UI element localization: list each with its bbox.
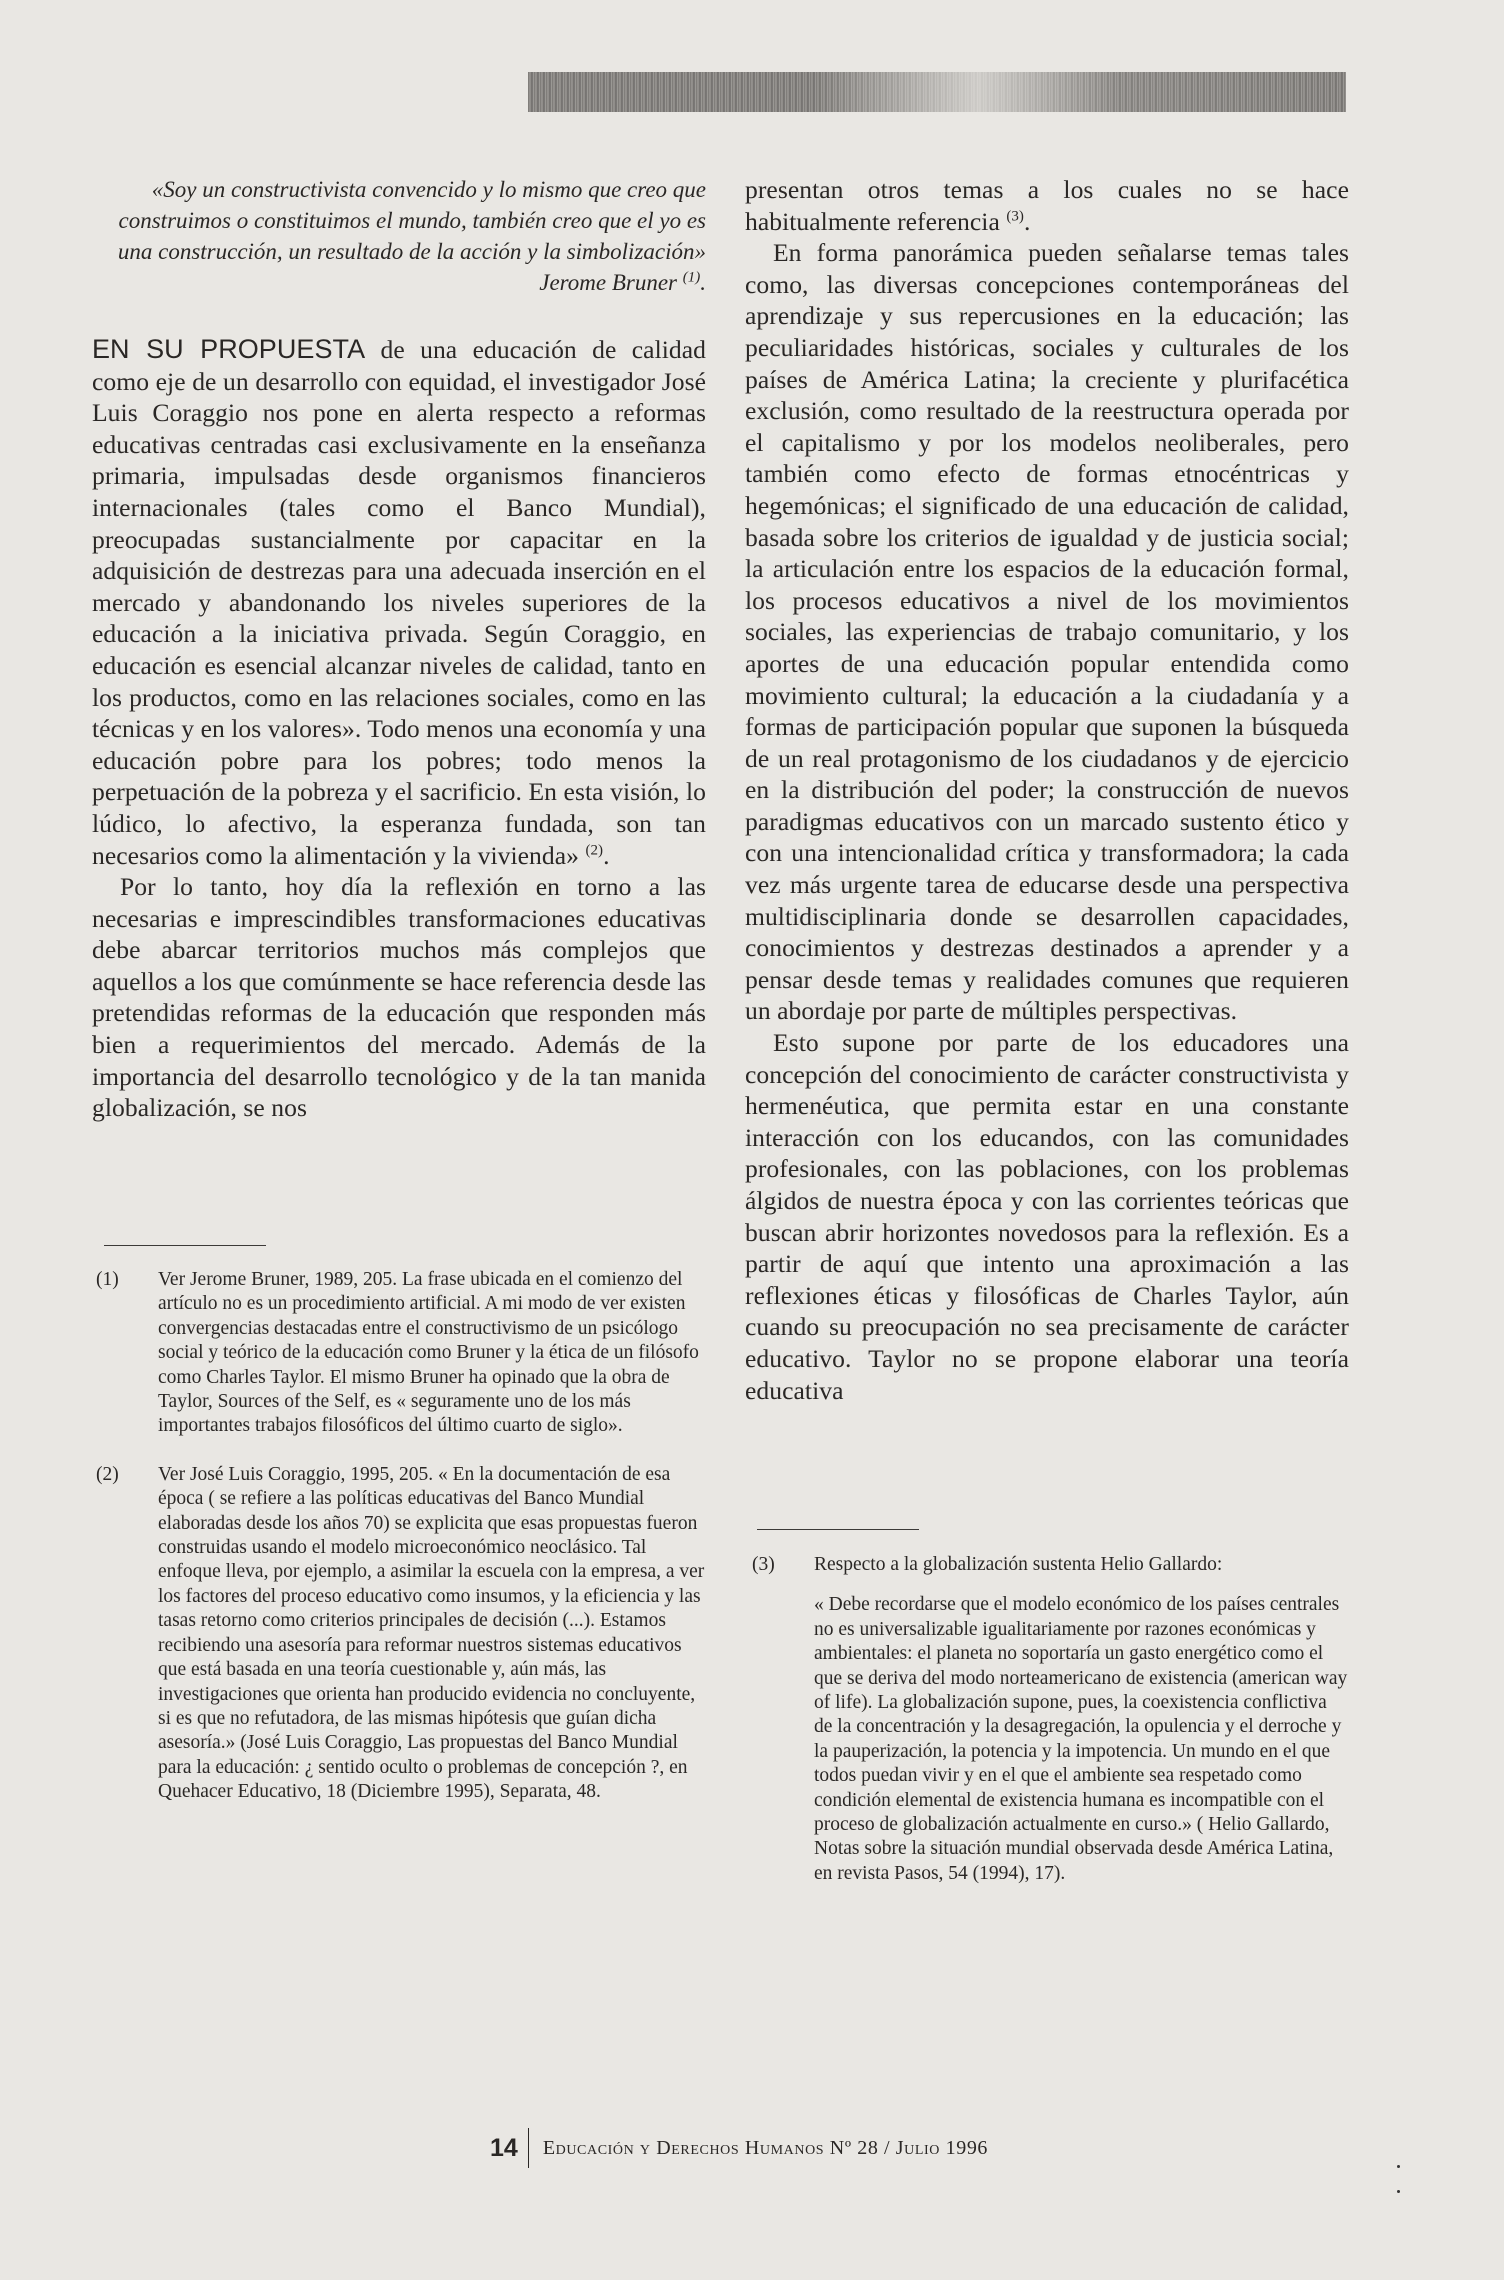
footnote-number: (3) [752, 1554, 775, 1575]
paragraph-text: presentan otros temas a los cuales no se hace habitualmente referencia [745, 175, 1349, 236]
journal-issue: Nº 28 / Julio 1996 [829, 2136, 989, 2159]
footnote [752, 1553, 1350, 1886]
epigraph-author: Jerome Bruner $^{(1)}$. [539, 269, 706, 295]
footnote-rule [104, 1245, 266, 1246]
footnote-ref: (2) [585, 841, 604, 858]
footnotes-right [752, 1553, 1350, 1910]
footnote-ref: (3) [1006, 208, 1024, 225]
footnote-text: Ver José Luis Coraggio, 1995, 205. « En la documentación de esa época ( se refiere a las políticas educativas del Banco Mundial elaboradas desde los años 70) se explicita que esas propuestas fueron construidas usando el modelo microeconómico neoclásico. Tal enfoque lleva, por ejemplo, a asimilar la escuela con la empresa, a ver los factores del proceso educativo como insumos, y la eficiencia y las tasas retorno como criterios principales de decisión (...). Estamos recibiendo una asesoría para reformar nuestros sistemas educativos que está basada en una teoría cuestionable y, aún más, las investigaciones que orienta han producido evidencia no concluyente, si es que no refutadora, de las mismas hipótesis que guían dicha asesoría.» (José Luis Coraggio, Las propuestas del Banco Mundial para la educación: ¿ sentido oculto o problemas de concepción ?, en Quehacer Educativo, 18 (Diciembre 1995), Separata, 48. [158, 1463, 705, 1803]
lead-in: EN SU PROPUESTA [92, 334, 366, 364]
footnote [96, 1268, 706, 1439]
speck [1397, 2165, 1400, 2168]
footer-divider [528, 2128, 529, 2168]
header-decoration [528, 72, 1346, 112]
footnote-text: Respecto a la globalización sustenta Helio Gallardo: [814, 1554, 1223, 1575]
left-body [92, 334, 706, 1124]
footnote-number: (1) [96, 1269, 119, 1290]
epigraph-ref: (1) [682, 269, 701, 286]
journal-title: Educación y Derechos Humanos [542, 2136, 825, 2159]
left-column [92, 174, 706, 1124]
paragraph: Por lo tanto, hoy día la reflexión en torno a las necesarias e imprescindibles transformaciones educativas debe abarcar territorios muchos más complejos que aquellos a los que comúnmente se hace referencia desde las pretendidas reformas de la educación que responden más bien a requerimientos del mercado. Además de la importancia del desarrollo tecnológico y de la tan manida globalización, se nos [92, 872, 706, 1123]
punctuation: . [1023, 206, 1031, 236]
epigraph-quote: «Soy un constructivista convencido y lo mismo que creo que construimos o constituimos el mundo, también creo que el yo es una construcción, un resultado de la acción y la simbolización» [117, 177, 706, 264]
footnote-number: (2) [96, 1463, 119, 1485]
journal-name [543, 2137, 988, 2160]
page-number: 14 [490, 2133, 518, 2162]
footnote-rule [757, 1529, 919, 1530]
right-column [745, 174, 1349, 1406]
right-body [745, 174, 1349, 1406]
paragraph [92, 334, 706, 871]
punctuation: . [603, 840, 610, 870]
footnote-quote: « Debe recordarse que el modelo económico de los países centrales no es universalizable igualitariamente por razones económicas y ambientales: el planeta no soportaría un gasto energético como el que se deriva del modo norteamericano de existencia (american way of life). La globalización supone, pues, la coexistencia conflictiva de la concentración y la desagregación, la opulencia y el derroche y la pauperización, la potencia y la impotencia. Un mundo en el que todos puedan vivir y en el que el ambiente sea respetado como condición elemental de existencia humana es incompatible con el proceso de globalización actualmente en curso.» ( Helio Gallardo, Notas sobre la situación mundial observada desde América Latina, en revista Pasos, 54 (1994), 17). [814, 1594, 1348, 1884]
footnote [96, 1463, 706, 1805]
footnotes-left [96, 1268, 706, 1829]
paragraph: En forma panorámica pueden señalarse temas tales como, las diversas concepciones contemporáneas del aprendizaje y sus repercusiones en la educación; las peculiaridades históricas, sociales y culturales de los países de América Latina; la creciente y plurifacética exclusión, como resultado de la reestructura operada por el capitalismo y por los modelos neoliberales, pero también como efecto de formas etnocéntricas y hegemónicas; el significado de una educación de calidad, basada sobre los criterios de igualdad y de justicia social; la articulación entre los espacios de la educación formal, los procesos educativos a nivel de los movimientos sociales, las experiencias de trabajo comunitario, y los aportes de una educación popular entendida como movimiento cultural; la educación a la ciudadanía y a formas de participación popular que suponen la búsqueda de un real protagonismo de los ciudadanos y de ejercicio en la distribución del poder; la construcción de nuevos paradigmas educativos con un marcado sustento ético y con una intencionalidad crítica y transformadora; la cada vez más urgente tarea de educarse desde una perspectiva multidisciplinaria donde se desarrollen capacidades, conocimientos y destrezas destinados a aprender y a pensar desde temas y realidades comunes que requieren un abordaje por parte de múltiples perspectivas. [745, 238, 1349, 1026]
epigraph [92, 174, 706, 298]
speck [1397, 2190, 1400, 2193]
paragraph-text: de una educación de calidad como eje de un desarrollo con equidad, el investigador José Luis Coraggio nos pone en alerta respecto a reformas educativas centradas casi exclusivamente en la enseñanza primaria, impulsadas desde organismos financieros internacionales (tales como el Banco Mundial), preocupadas sustancialmente por capacitar en la adquisición de destrezas para una adecuada inserción en el mercado y abandonando los niveles superiores de la educación a la iniciativa privada. Según Coraggio, en educación es esencial alcanzar niveles de calidad, tanto en los productos, como en las relaciones sociales, como en las técnicas y en los valores». Todo menos una economía y una educación pobre para los pobres; todo menos la perpetuación de la pobreza y el sacrificio. En esta visión, lo lúdico, lo afectivo, la esperanza fundada, son tan necesarios como la alimentación y la vivienda» [92, 335, 706, 870]
page-footer [490, 2128, 988, 2168]
paragraph: Esto supone por parte de los educadores una concepción del conocimiento de carácter constructivista y hermenéutica, que permita estar en una constante interacción con los educandos, con las comunidades profesionales, con las poblaciones, con los problemas álgidos de nuestra época y con las corrientes teóricas que buscan abrir horizontes novedosos para la reflexión. Es a partir de aquí que intento una aproximación a las reflexiones éticas y filosóficas de Charles Taylor, aún cuando su preocupación no sea precisamente de carácter educativo. Taylor no se propone elaborar una teoría educativa [745, 1028, 1349, 1405]
footnote-text: Ver Jerome Bruner, 1989, 205. La frase ubicada en el comienzo del artículo no es un procedimiento artificial. A mi modo de ver existen convergencias destacadas entre el constructivismo de un psicólogo social y teórico de la educación como Bruner y la ética de un filósofo como Charles Taylor. El mismo Bruner ha opinado que la obra de Taylor, Sources of the Self, es « seguramente uno de los más importantes trabajos filosóficos del último cuarto de siglo». [158, 1269, 699, 1437]
paragraph [745, 174, 1349, 237]
epigraph-author-name: Jerome Bruner [539, 270, 677, 295]
